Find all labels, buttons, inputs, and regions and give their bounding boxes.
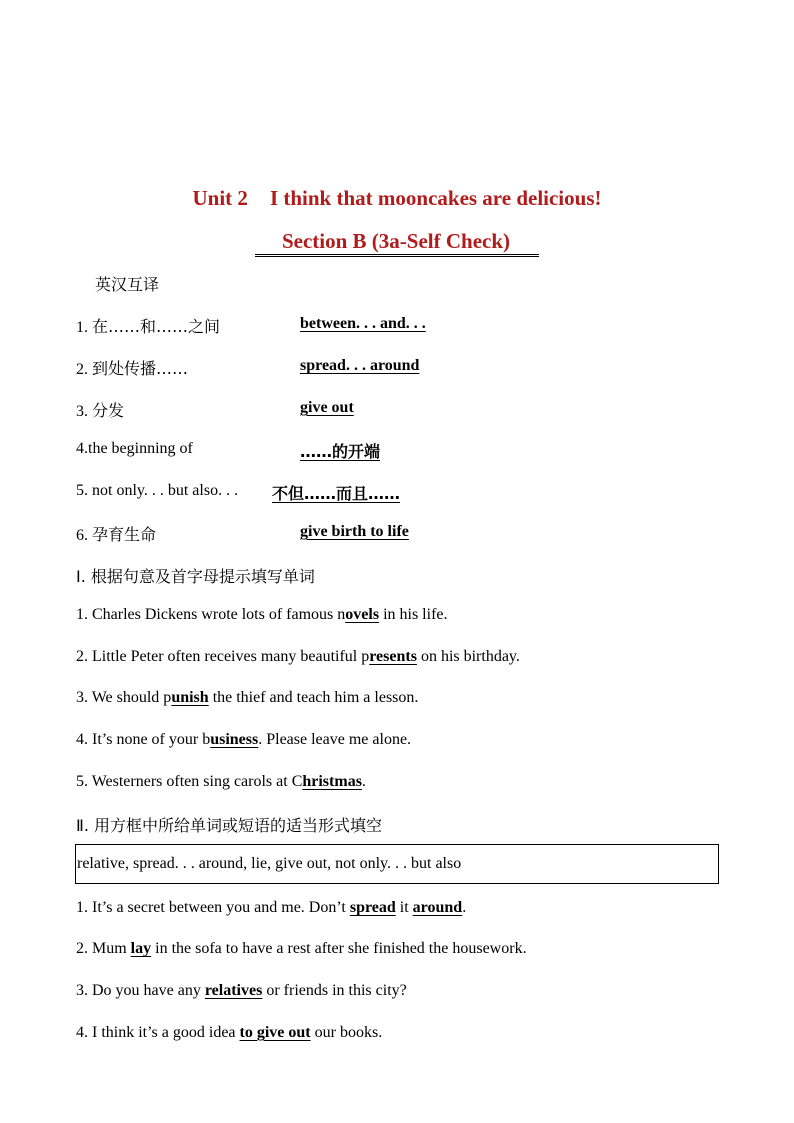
item-number: 4. (76, 440, 88, 457)
vocab-answer: spread. . . around (300, 357, 420, 374)
word-box (75, 844, 719, 884)
question-text: on his birthday. (416, 648, 520, 665)
answer-blank: to give out (239, 1024, 311, 1041)
question-text: our books. (310, 1024, 383, 1041)
section-label: Section B (3a-Self Check) (255, 229, 539, 257)
question-text: . Please leave me alone. (258, 731, 412, 748)
exercise-item (76, 729, 411, 751)
question-text: 4. It’s none of your b (76, 731, 211, 748)
exercise-item (76, 980, 407, 1002)
vocab-answer: 不但……而且…… (272, 484, 401, 503)
vocab-answer: ……的开端 (300, 442, 381, 461)
question-text: 3. We should p (76, 689, 172, 706)
question-text: 4. I think it’s a good idea (76, 1024, 240, 1041)
part2-heading: Ⅱ. 用方框中所给单词或短语的适当形式填空 (76, 816, 383, 835)
question-text: it (395, 899, 413, 916)
question-text: 2. Little Peter often receives many beautiful p (76, 648, 370, 665)
vocab-answer: give out (300, 399, 354, 416)
question-text: or friends in this city? (262, 982, 407, 999)
exercise-item (76, 938, 527, 960)
question-text: 2. Mum (76, 940, 131, 957)
question-text: . (462, 899, 467, 916)
item-number: 2. (76, 361, 88, 378)
item-number: 1. (76, 319, 88, 336)
exercise-item (76, 771, 366, 793)
answer-blank: unish (171, 689, 209, 706)
exercise-item (76, 897, 466, 919)
answer-blank: relatives (204, 982, 263, 999)
page-title (0, 186, 794, 211)
question-text: in the sofa to have a rest after she finished the housework. (151, 940, 527, 957)
vocab-term: 孕育生命 (92, 525, 157, 544)
question-text: 1. Charles Dickens wrote lots of famous n (76, 606, 346, 623)
question-text: the thief and teach him a lesson. (208, 689, 419, 706)
question-text: 5. Westerners often sing carols at C (76, 773, 303, 790)
answer-blank: resents (369, 648, 417, 665)
vocab-answer: give birth to life (300, 523, 409, 540)
part1-heading: Ⅰ. 根据句意及首字母提示填写单词 (76, 567, 315, 586)
answer-blank: spread (349, 899, 396, 916)
item-number: 5. (76, 482, 88, 499)
vocab-term: not only. . . but also. . . (92, 482, 239, 499)
unit-title: I think that mooncakes are delicious! (269, 186, 602, 210)
question-text: . (361, 773, 366, 790)
exercise-item (76, 1022, 382, 1044)
answer-blank: lay (130, 940, 152, 957)
item-number: 6. (76, 527, 88, 544)
answer-blank: around (412, 899, 463, 916)
exercise-item (76, 646, 520, 668)
question-text: 3. Do you have any (76, 982, 205, 999)
section-title (0, 229, 794, 254)
vocab-term: 分发 (92, 401, 125, 420)
vocab-term: the beginning of (88, 440, 193, 457)
exercise-item (76, 604, 448, 626)
vocab-term: 到处传播…… (92, 359, 189, 378)
vocab-heading: 英汉互译 (95, 275, 160, 294)
unit-label: Unit 2 (192, 186, 248, 210)
word-box-text: relative, spread. . . around, lie, give out, not only. . . but also (77, 855, 462, 872)
vocab-answer: between. . . and. . . (300, 315, 426, 332)
answer-blank: hristmas (302, 773, 362, 790)
answer-blank: ovels (345, 606, 380, 623)
exercise-item (76, 687, 418, 709)
question-text: in his life. (379, 606, 448, 623)
item-number: 3. (76, 403, 88, 420)
vocab-term: 在……和……之间 (92, 317, 221, 336)
question-text: 1. It’s a secret between you and me. Don’t (76, 899, 350, 916)
answer-blank: usiness (210, 731, 259, 748)
